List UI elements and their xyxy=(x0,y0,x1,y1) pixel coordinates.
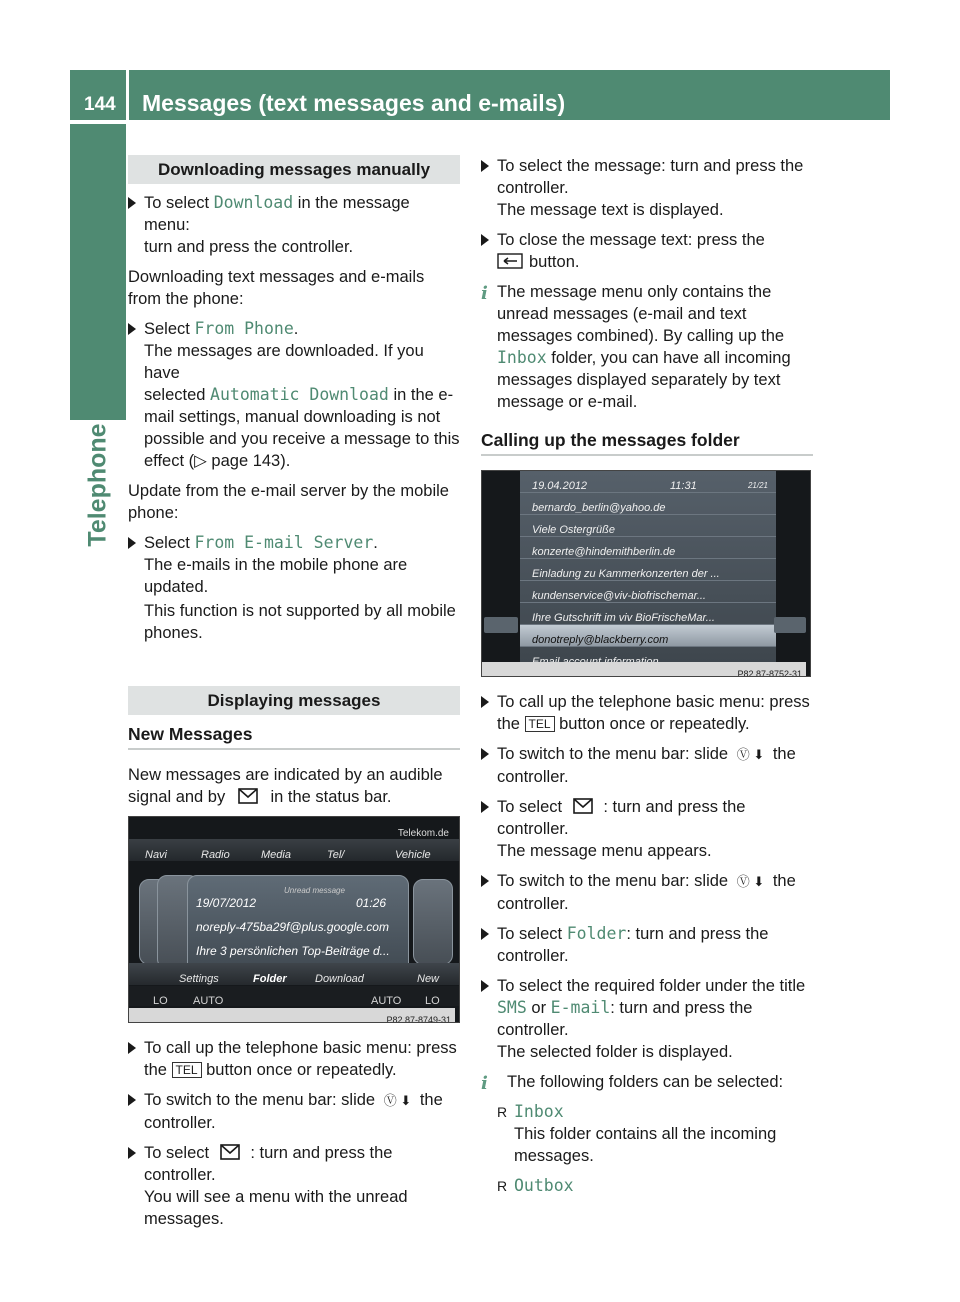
nav-navi: Navi xyxy=(145,849,168,861)
step-arrow-icon xyxy=(481,234,489,246)
step-tel-menu xyxy=(128,1037,460,1081)
envelope-icon xyxy=(573,798,593,814)
message-time: 01:26 xyxy=(356,896,387,910)
climate-right-temp: LO xyxy=(425,995,440,1007)
text: in the status bar. xyxy=(270,788,392,806)
step-text: : turn and press the xyxy=(603,798,746,816)
list-time: 11:31 xyxy=(670,480,697,492)
step-arrow-icon xyxy=(481,748,489,760)
nav-tel: Tel/ xyxy=(327,849,345,861)
step-arrow-icon xyxy=(128,537,136,549)
message-card-label: Unread message xyxy=(284,886,345,895)
figure-code: P82.87-8752-31 xyxy=(737,669,802,677)
step-text: in the e- xyxy=(388,386,454,404)
step-close-message xyxy=(481,229,813,273)
step-arrow-icon xyxy=(481,801,489,813)
list-item xyxy=(520,515,776,537)
bullet-outbox xyxy=(481,1175,813,1197)
step-text: : turn and press the xyxy=(610,999,753,1017)
chapter-title: Messages (text messages and e-mails) xyxy=(142,90,566,116)
text: New messages are indicated by an audible xyxy=(128,766,443,784)
side-tab-label: Telephone xyxy=(83,423,112,547)
menu-item-folder: Folder xyxy=(566,924,627,943)
menu-download: Download xyxy=(315,973,364,985)
step-text: button once or repeatedly. xyxy=(554,715,750,733)
step-from-phone xyxy=(128,318,460,472)
list-item xyxy=(520,581,776,603)
list-item-text: kundenservice@viv-biofrischemar... xyxy=(532,590,706,602)
step-select-folder xyxy=(481,923,813,967)
step-arrow-icon xyxy=(481,875,489,887)
envelope-icon xyxy=(238,788,258,804)
step-arrow-icon xyxy=(481,928,489,940)
note-text: unread messages (e-mail and text xyxy=(497,305,747,323)
step-from-email-server xyxy=(128,532,460,644)
status-bar-provider: Telekom.de xyxy=(397,828,449,839)
step-arrow-icon xyxy=(481,160,489,172)
step-text: The selected folder is displayed. xyxy=(497,1043,733,1061)
nav-media: Media xyxy=(261,849,291,861)
step-text: To select xyxy=(497,798,563,816)
message-list-panel xyxy=(520,471,776,664)
step-tel-menu xyxy=(481,691,813,735)
message-sender: noreply-475ba29f@plus.google.com xyxy=(196,920,389,934)
controller-slide-icon: Ⓥ ⬇ xyxy=(736,747,765,762)
step-text: To switch to the menu bar: slide xyxy=(497,872,729,890)
step-arrow-icon xyxy=(128,1042,136,1054)
figure-code: P82.87-8749-31 xyxy=(386,1015,451,1023)
menu-settings: Settings xyxy=(179,973,219,985)
step-text: mail settings, manual downloading is not xyxy=(144,408,441,426)
paragraph: Update from the e-mail server by the mobile phone: xyxy=(128,482,449,522)
menu-item-sms: SMS xyxy=(497,998,527,1017)
step-text: To switch to the menu bar: slide xyxy=(497,745,729,763)
step-select-message xyxy=(481,155,813,221)
climate-right-auto: AUTO xyxy=(371,995,402,1007)
step-menu-bar xyxy=(128,1089,460,1134)
page-number: 144 xyxy=(84,94,116,115)
stack-card xyxy=(413,879,453,965)
step-text: : turn and press the xyxy=(250,1144,393,1162)
step-text: or xyxy=(526,999,551,1017)
step-text: the xyxy=(497,715,525,733)
step-text: the xyxy=(772,745,796,763)
list-date: 19.04.2012 xyxy=(532,480,588,492)
paragraph xyxy=(128,764,460,808)
nav-radio: Radio xyxy=(201,849,230,861)
step-arrow-icon xyxy=(128,197,136,209)
step-text: controller. xyxy=(144,1114,216,1132)
note-text: The message menu only contains the xyxy=(497,283,772,301)
step-text: button once or repeatedly. xyxy=(201,1061,397,1079)
message-card xyxy=(187,875,409,977)
message-menu-bar xyxy=(129,963,459,985)
back-button-icon xyxy=(497,253,523,269)
step-text: To close the message text: press the xyxy=(497,231,765,249)
step-select-required-folder xyxy=(481,975,813,1063)
step-menu-bar-2 xyxy=(481,870,813,915)
step-text: possible and you receive a message to this xyxy=(144,430,460,448)
side-tab xyxy=(70,420,126,550)
menu-item-download: Download xyxy=(213,193,294,212)
list-item-text: bernardo_berlin@yahoo.de xyxy=(532,502,666,514)
note-text: folder, you can have all incoming xyxy=(546,349,791,367)
note-text: messages combined). By calling up the xyxy=(497,327,785,345)
paragraph: Downloading text messages and e-mails from the phone: xyxy=(128,268,425,308)
list-item-text: Viele Ostergrüße xyxy=(532,524,615,536)
step-text: The message text is displayed. xyxy=(497,201,724,219)
list-count: 21/21 xyxy=(747,481,768,490)
folder-inbox: Inbox xyxy=(514,1102,564,1121)
tel-key-icon: TEL xyxy=(172,1062,202,1078)
menu-item-from-phone: From Phone xyxy=(194,319,294,338)
subheading-calling-folder: Calling up the messages folder xyxy=(481,429,813,456)
step-select-envelope xyxy=(128,1142,460,1230)
menu-item-email: E-mail xyxy=(550,998,611,1017)
info-icon: i xyxy=(481,1073,488,1094)
note-text: The following folders can be selected: xyxy=(507,1073,784,1091)
info-note-message-menu xyxy=(481,281,813,413)
step-text: controller. xyxy=(144,1166,216,1184)
step-text: To call up the telephone basic menu: press xyxy=(497,693,810,711)
figure-caption-bar xyxy=(482,662,806,676)
chapter-header xyxy=(129,70,890,120)
right-column xyxy=(481,155,813,1205)
step-arrow-icon xyxy=(481,696,489,708)
section-title-displaying: Displaying messages xyxy=(128,686,460,715)
step-select-download xyxy=(128,192,460,258)
step-text: Select xyxy=(144,534,195,552)
step-text: button. xyxy=(529,253,580,271)
controller-slide-icon: Ⓥ ⬇ xyxy=(383,1093,412,1108)
page-number-block xyxy=(70,70,126,120)
menu-item-inbox: Inbox xyxy=(497,348,547,367)
note-text: message or e-mail. xyxy=(497,393,638,411)
step-select-envelope xyxy=(481,796,813,862)
message-subject: Ihre 3 persönlichen Top-Beiträge d... xyxy=(196,944,390,958)
side-tab-block xyxy=(70,124,126,420)
list-item-selected xyxy=(520,625,776,647)
envelope-icon xyxy=(220,1144,240,1160)
left-column xyxy=(128,155,460,1238)
step-text: The message menu appears. xyxy=(497,842,712,860)
step-text: To select xyxy=(144,194,214,212)
step-text: You will see a menu with the unread xyxy=(144,1188,408,1206)
step-text: the xyxy=(419,1091,443,1109)
step-arrow-icon xyxy=(128,1094,136,1106)
step-text: : turn and press the xyxy=(626,925,769,943)
step-text: in the message menu: xyxy=(144,194,410,234)
text: signal and by xyxy=(128,788,226,806)
menu-new: New xyxy=(417,973,440,985)
screen-messages-folder xyxy=(481,470,811,677)
section-title-downloading: Downloading messages manually xyxy=(128,155,460,184)
figure-caption-bar xyxy=(129,1008,455,1022)
controller-slide-icon: Ⓥ ⬇ xyxy=(736,874,765,889)
step-menu-bar xyxy=(481,743,813,788)
back-softkey xyxy=(484,617,518,633)
bullet-icon: R xyxy=(497,1104,508,1120)
list-item xyxy=(520,493,776,515)
list-item-text: Einladung zu Kammerkonzerten der ... xyxy=(532,568,720,580)
step-text: To call up the telephone basic menu: press xyxy=(144,1039,457,1057)
note-text: messages displayed separately by text xyxy=(497,371,781,389)
info-icon: i xyxy=(481,283,488,304)
step-arrow-icon xyxy=(128,323,136,335)
list-item xyxy=(520,537,776,559)
step-text: Select xyxy=(144,320,195,338)
menu-item-automatic-download: Automatic Download xyxy=(210,385,389,404)
step-text: controller. xyxy=(497,179,569,197)
list-item xyxy=(520,559,776,581)
tel-key-icon: TEL xyxy=(525,716,555,732)
menu-item-from-email-server: From E-mail Server xyxy=(194,533,374,552)
step-text: controller. xyxy=(497,768,569,786)
step-text: To switch to the menu bar: slide xyxy=(144,1091,376,1109)
menu-folder: Folder xyxy=(253,973,287,985)
forward-softkey xyxy=(774,617,806,633)
nav-vehicle: Vehicle xyxy=(395,849,431,861)
step-text: . xyxy=(293,320,299,338)
step-text: the xyxy=(144,1061,172,1079)
step-text: To select xyxy=(497,925,567,943)
step-text: The messages are downloaded. If you have xyxy=(144,342,424,382)
climate-left-auto: AUTO xyxy=(193,995,224,1007)
bullet-text: messages. xyxy=(514,1147,594,1165)
subheading-new-messages: New Messages xyxy=(128,723,460,750)
list-item-text: donotreply@blackberry.com xyxy=(532,634,669,646)
bullet-icon: R xyxy=(497,1178,508,1194)
climate-left-temp: LO xyxy=(153,995,168,1007)
step-arrow-icon xyxy=(481,980,489,992)
step-text: controller. xyxy=(497,1021,569,1039)
list-item xyxy=(520,603,776,625)
step-text: selected xyxy=(144,386,211,404)
main-nav xyxy=(129,839,459,861)
step-text: . xyxy=(373,534,378,552)
climate-bar xyxy=(129,986,459,1006)
folder-outbox: Outbox xyxy=(514,1176,574,1195)
step-text: controller. xyxy=(497,820,569,838)
list-item-text: konzerte@hindemithberlin.de xyxy=(532,546,676,558)
step-text: the xyxy=(772,872,796,890)
list-header-row xyxy=(520,471,776,493)
step-text: This function is not supported by all mobile phones. xyxy=(144,602,456,642)
screen-new-message xyxy=(128,816,460,1023)
step-text: controller. xyxy=(497,895,569,913)
step-text: To select xyxy=(144,1144,210,1162)
step-arrow-icon xyxy=(128,1147,136,1159)
info-note-folders xyxy=(481,1071,813,1093)
step-text: messages. xyxy=(144,1210,224,1228)
list-item-text: Ihre Gutschrift im viv BioFrischeMar... xyxy=(532,612,715,624)
bullet-inbox xyxy=(481,1101,813,1167)
bullet-text: This folder contains all the incoming xyxy=(514,1125,777,1143)
message-date: 19/07/2012 xyxy=(196,896,257,910)
step-text: The e-mails in the mobile phone are updated. xyxy=(144,556,408,596)
step-text: controller. xyxy=(497,947,569,965)
page-reference: effect (▷ page 143). xyxy=(144,452,291,470)
step-text: To select the required folder under the title xyxy=(497,977,806,995)
step-text: To select the message: turn and press the xyxy=(497,157,804,175)
step-text: turn and press the controller. xyxy=(144,238,354,256)
